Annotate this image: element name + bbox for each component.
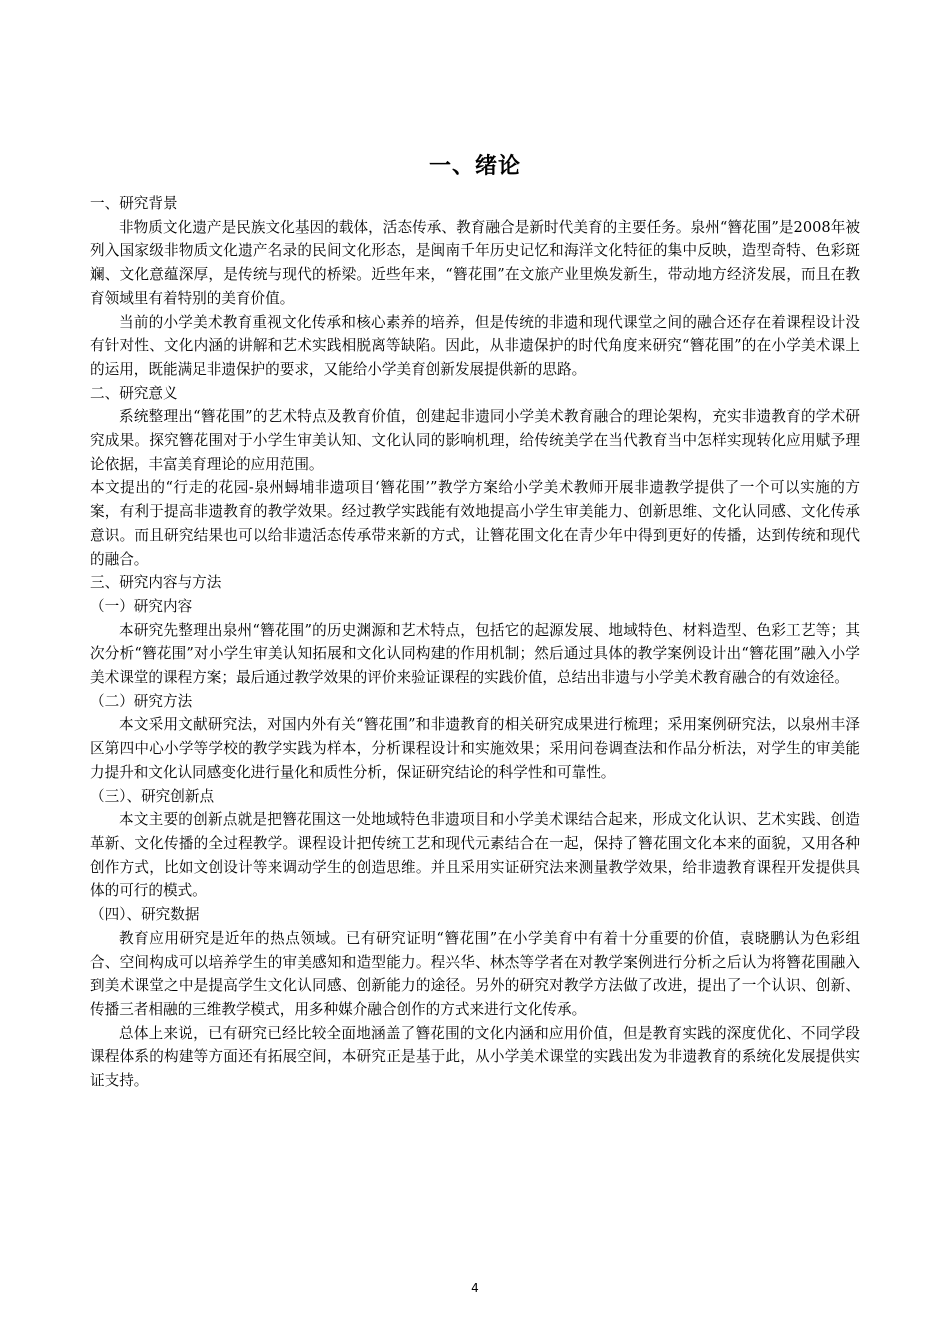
paragraph: 总体上来说，已有研究已经比较全面地涵盖了簪花围的文化内涵和应用价值，但是教育实践的深度优化、不同学段课程体系的构建等方面还有拓展空间，本研究正是基于此，从小学美术课堂的实践出发为非遗教育的系统化发展提供实证支持。 [90, 1024, 860, 1090]
paragraph: 本文采用文献研究法，对国内外有关“簪花围”和非遗教育的相关研究成果进行梳理；采用案例研究法，以泉州丰泽区第四中心小学等学校的教学实践为样本，分析课程设计和实施效果；采用问卷调查法和作品分析法，对学生的审美能力提升和文化认同感变化进行量化和质性分析，保证研究结论的科学性和可靠性。 [90, 716, 860, 781]
page-number: 4 [471, 1281, 479, 1295]
paragraph: 当前的小学美术教育重视文化传承和核心素养的培养，但是传统的非遗和现代课堂之间的融合还存在着课程设计没有针对性、文化内涵的讲解和艺术实践相脱离等缺陷。因此，从非遗保护的时代角度来研究“簪花围”的在小学美术课上的运用，既能满足非遗保护的要求，又能给小学美育创新发展提供新的思路。 [90, 313, 860, 378]
document-body [90, 192, 860, 1093]
chapter-title: 一、绪论 [428, 154, 521, 179]
section-heading: 三、研究内容与方法 [90, 574, 222, 592]
subsection-heading: （一）研究内容 [90, 597, 193, 615]
paragraph: 本文提出的“行走的花园-泉州蟳埔非遗项目‘簪花围’”教学方案给小学美术教师开展非遗教学提供了一个可以实施的方案，有利于提高非遗教育的教学效果。经过教学实践能有效地提高小学生审美能力、创新思维、文化认同感、文化传承意识。而且研究结果也可以给非遗活态传承带来新的方式，让簪花围文化在青少年中得到更好的传播，达到传统和现代的融合。 [90, 479, 860, 568]
paragraph: 系统整理出“簪花围”的艺术特点及教育价值，创建起非遗同小学美术教育融合的理论架构，充实非遗教育的学术研究成果。探究簪花围对于小学生审美认知、文化认同的影响机理，给传统美学在当代教育当中怎样实现转化应用赋予理论依据，丰富美育理论的应用范围。 [90, 408, 860, 473]
paragraph: 教育应用研究是近年的热点领域。已有研究证明“簪花围”在小学美育中有着十分重要的价值，袁晓鹏认为色彩组合、空间构成可以培养学生的审美感知和造型能力。程兴华、林杰等学者在对教学案例进行分析之后认为将簪花围融入到美术课堂之中是提高学生文化认同感、创新能力的途径。另外的研究对教学方法做了改进，提出了一个认识、创新、传播三者相融的三维教学模式，用多种媒介融合创作的方式来进行文化传承。 [90, 929, 860, 1018]
subsection-heading: （二）研究方法 [90, 692, 193, 710]
paragraph: 本研究先整理出泉州“簪花围”的历史渊源和艺术特点，包括它的起源发展、地域特色、材料造型、色彩工艺等；其次分析“簪花围”对小学生审美认知拓展和文化认同构建的作用机制；然后通过具体的教学案例设计出“簪花围”融入小学美术课堂的课程方案；最后通过教学效果的评价来验证课程的实践价值，总结出非遗与小学美术教育融合的有效途径。 [90, 621, 860, 687]
section-heading: 二、研究意义 [90, 384, 178, 402]
subsection-heading: （三）、研究创新点 [90, 787, 215, 805]
subsection-heading: （四）、研究数据 [90, 906, 200, 924]
paragraph: 本文主要的创新点就是把簪花围这一处地域特色非遗项目和小学美术课结合起来，形成文化认识、艺术实践、创造革新、文化传播的全过程教学。课程设计把传统工艺和现代元素结合在一起，保持了簪花围文化本来的面貌，又用各种创作方式，比如文创设计等来调动学生的创造思维。并且采用实证研究法来测量教学效果，给非遗教育课程开发提供具体的可行的模式。 [90, 811, 860, 900]
paragraph: 非物质文化遗产是民族文化基因的载体，活态传承、教育融合是新时代美育的主要任务。泉州“簪花围”是2008年被列入国家级非物质文化遗产名录的民间文化形态，是闽南千年历史记忆和海洋文化特征的集中反映，造型奇特、色彩斑斓、文化意蕴深厚，是传统与现代的桥梁。近些年来，“簪花围”在文旅产业里焕发新生，带动地方经济发展，而且在教育领域里有着特别的美育价值。 [90, 218, 860, 307]
section-heading: 一、研究背景 [90, 195, 178, 212]
